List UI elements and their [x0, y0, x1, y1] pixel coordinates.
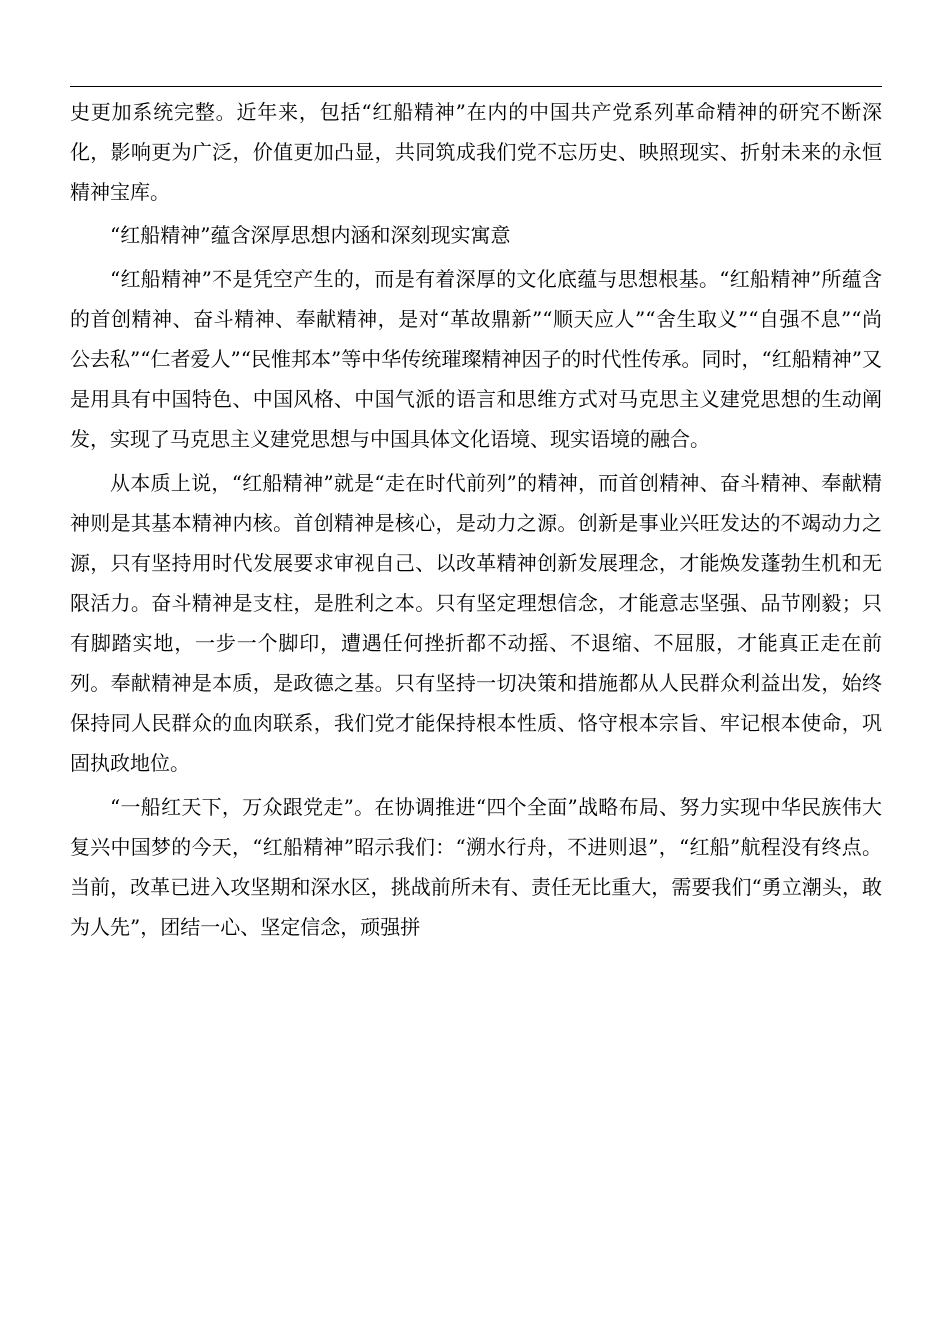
- document-body: [70, 92, 882, 947]
- paragraph-one-boat: “一船红天下，万众跟党走”。在协调推进“四个全面”战略布局、努力实现中华民族伟大复兴中国梦的今天，“红船精神”昭示我们：“溯水行舟，不进则退”，“红船”航程没有终点。当前，改革已进入攻坚期和深水区，挑战前所未有、责任无比重大，需要我们“勇立潮头，敢为人先”，团结一心、坚定信念，顽强拼: [70, 795, 882, 939]
- paragraph-cultural-roots: “红船精神”不是凭空产生的，而是有着深厚的文化底蕴与思想根基。“红船精神”所蕴含的首创精神、奋斗精神、奉献精神，是对“革故鼎新”“顺天应人”“舍生取义”“自强不息”“尚公去私”“仁者爱人”“民惟邦本”等中华传统璀璨精神因子的时代性传承。同时，“红船精神”又是用具有中国特色、中国风格、中国气派的语言和思维方式对马克思主义建党思想的生动阐发，实现了马克思主义建党思想与中国具体文化语境、现实语境的融合。: [70, 267, 882, 451]
- header-rule: [70, 86, 882, 87]
- paragraph-essence: 从本质上说，“红船精神”就是“走在时代前列”的精神，而首创精神、奋斗精神、奉献精神则是其基本精神内核。首创精神是核心，是动力之源。创新是事业兴旺发达的不竭动力之源，只有坚持用时代发展要求审视自己、以改革精神创新发展理念，才能焕发蓬勃生机和无限活力。奋斗精神是支柱，是胜利之本。只有坚定理想信念，才能意志坚强、品节刚毅；只有脚踏实地，一步一个脚印，遭遇任何挫折都不动摇、不退缩、不屈服，才能真正走在前列。奉献精神是本质，是政德之基。只有坚持一切决策和措施都从人民群众利益出发，始终保持同人民群众的血肉联系，我们党才能保持根本性质、恪守根本宗旨、牢记根本使命，巩固执政地位。: [70, 471, 882, 775]
- section-heading: “红船精神”蕴含深厚思想内涵和深刻现实寓意: [110, 223, 511, 247]
- paragraph-continued: 史更加系统完整。近年来，包括“红船精神”在内的中国共产党系列革命精神的研究不断深化，影响更为广泛，价值更加凸显，共同筑成我们党不忘历史、映照现实、折射未来的永恒精神宝库。: [70, 100, 882, 204]
